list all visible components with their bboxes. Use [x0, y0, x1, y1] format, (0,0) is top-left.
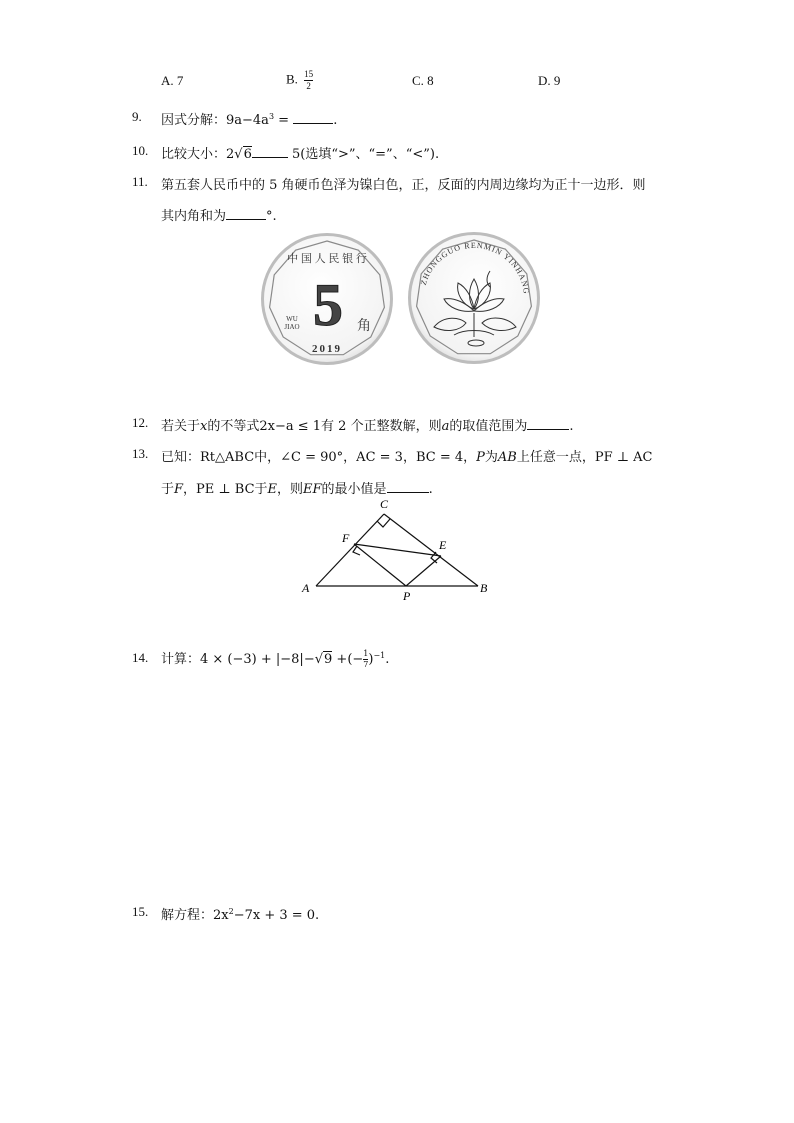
q11-line2-unit: °. [266, 209, 277, 224]
q13-end: . [428, 482, 433, 497]
q15-text [161, 904, 319, 923]
side-ac [316, 514, 384, 586]
segment-pe [406, 556, 441, 586]
option-d: D. 9 [538, 73, 561, 88]
q10-text [161, 143, 439, 162]
q12-answer-blank[interactable] [527, 429, 569, 430]
coin-back-face [411, 235, 537, 361]
q10-rest: 5(选填“>”、“=”、“<”). [287, 147, 440, 162]
q13-line2-c: ，则 [277, 482, 304, 497]
option-b [286, 70, 313, 91]
q10-radicand: 6 [243, 147, 252, 162]
q15-exponent: 2 [228, 907, 234, 916]
q13-line2-d: 的最小值是 [321, 482, 387, 497]
label-b: B [480, 581, 488, 595]
q14-fraction-den: 7 [363, 660, 369, 669]
q12-var-x: x [200, 419, 208, 434]
coin-front-pinyin-jiao: JIAO [284, 323, 300, 331]
q14-radicand: 9 [324, 652, 333, 667]
q11-number: 11. [132, 174, 148, 189]
q13-ab: AB [497, 450, 517, 465]
q13-f: F [174, 482, 184, 497]
label-a: A [302, 581, 310, 595]
triangle-figure [296, 494, 496, 604]
q9-text [161, 109, 337, 128]
q13-line2-a: 于 [161, 482, 175, 497]
q11-line2-prompt: 其内角和为 [161, 209, 227, 224]
option-b-numerator: 15 [304, 69, 314, 79]
q13-line1-c: 上任意一点，PF ⊥ AC [516, 450, 653, 465]
q12-number: 12. [132, 415, 149, 430]
q9-number: 9. [132, 109, 142, 124]
q12-end: . [569, 419, 574, 434]
label-c: C [380, 497, 389, 511]
q12-var-a: a [441, 419, 450, 434]
q13-answer-blank[interactable] [387, 492, 429, 493]
q13-number: 13. [132, 446, 149, 461]
label-e: E [439, 538, 447, 552]
q9-equals: = [274, 113, 294, 128]
q14-number: 14. [132, 650, 149, 665]
option-b-fraction [304, 70, 313, 91]
q13-line1 [161, 446, 652, 465]
q14-exponent: −1 [373, 651, 386, 660]
coin-front-year: 2019 [312, 343, 342, 355]
coin-back-image [404, 231, 544, 365]
q9-prompt: 因式分解：9a−4a [161, 113, 269, 128]
label-p: P [403, 589, 411, 603]
q14-fraction-num: 1 [363, 649, 369, 658]
q15-post: −7x + 3 = 0. [233, 908, 320, 923]
option-c: C. 8 [412, 73, 434, 88]
q12-pre: 若关于 [161, 419, 201, 434]
q14-sqrt: √9 [314, 652, 333, 667]
q11-line1: 第五套人民币中的 5 角硬币色泽为镍白色，正，反面的内周边缘均为正十一边形．则 [161, 178, 646, 193]
q14-end: . [385, 652, 390, 667]
q13-ef: EF [303, 482, 322, 497]
coin-front-pinyin-wu: WU [286, 315, 298, 323]
q10-answer-blank[interactable] [252, 157, 288, 158]
q13-e: E [267, 482, 278, 497]
q9-exponent: 3 [268, 112, 275, 121]
option-b-label: B. [286, 71, 298, 87]
option-b-denominator: 2 [306, 81, 311, 91]
option-a: A. 7 [161, 73, 184, 88]
coin-front-value: 5 [313, 272, 343, 338]
q11-answer-blank[interactable] [226, 219, 266, 220]
q10-prompt: 比较大小：2 [161, 147, 235, 162]
coin-front-image [256, 232, 398, 366]
q10-number: 10. [132, 143, 149, 158]
q12-mid: 的不等式2x−a ≤ 1有 2 个正整数解，则 [207, 419, 442, 434]
q13-p: P [476, 450, 485, 465]
q15-number: 15. [132, 904, 149, 919]
coin-back-ring-text: ZHONGGUO RENMIN YINHANG [418, 240, 531, 296]
q14-text [161, 648, 389, 669]
coin-front-unit: 角 [357, 319, 371, 334]
label-f: F [342, 531, 350, 545]
q14-pre: 计算：4 × (−3) + |−8|− [161, 652, 315, 667]
q13-line2-b: ，PE ⊥ BC于 [183, 482, 268, 497]
q13-line1-b: 为 [484, 450, 498, 465]
q10-sqrt: √6 [234, 147, 252, 162]
q9-end: . [333, 113, 338, 128]
q15-pre: 解方程：2x [161, 908, 229, 923]
q14-mid: +(− [332, 652, 364, 667]
q12-post: 的取值范围为 [449, 419, 528, 434]
coin-front-bank-name: 中 国 人 民 银 行 [287, 253, 367, 265]
q13-line1-a: 已知：Rt△ABC中，∠C = 90°，AC = 3，BC = 4， [161, 450, 477, 465]
q12-text [161, 415, 574, 434]
q14-post: ) [368, 652, 374, 667]
q11-line2 [161, 205, 277, 224]
q9-answer-blank[interactable] [293, 123, 333, 124]
